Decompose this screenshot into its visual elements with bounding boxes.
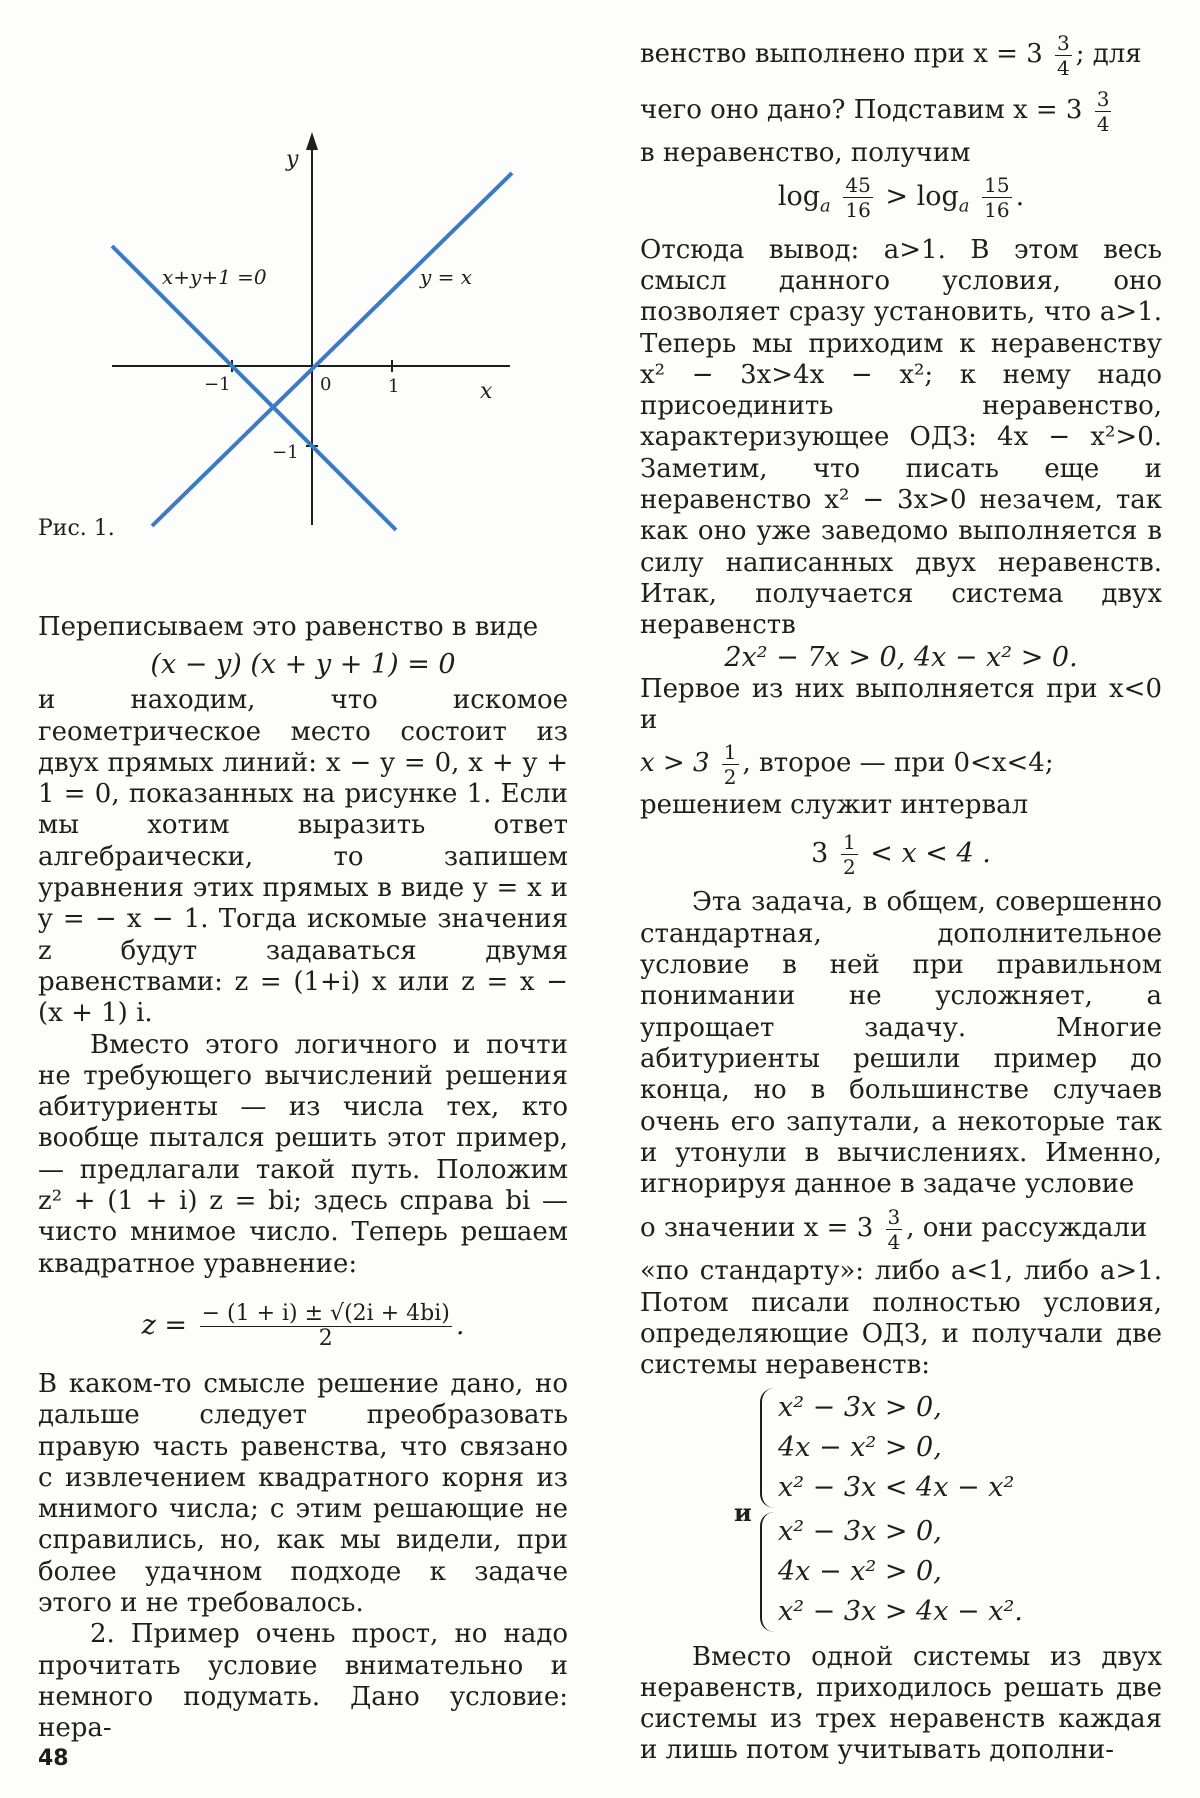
eq2-fraction	[200, 1302, 452, 1351]
y-axis-label: y	[286, 147, 299, 172]
system-2	[760, 1512, 1023, 1632]
system-1-line-2: 4x − x² > 0,	[778, 1431, 942, 1463]
right-paragraph-9: «по стандарту»: либо a<1, либо a>1. Потом писали полностью условия, определяющие ОДЗ, и получали две системы неравенств:	[640, 1256, 1162, 1381]
r4-num: 1	[723, 739, 737, 764]
int-b: < x < 4 .	[870, 838, 991, 870]
r2-fraction	[1095, 87, 1112, 136]
left-paragraph-1: Переписываем это равенство в виде	[38, 612, 539, 642]
r2-num: 3	[1096, 86, 1110, 111]
system-2-line-3: x² − 3x > 4x − x².	[778, 1595, 1023, 1627]
systems-and: и	[734, 1497, 752, 1527]
log-fraction-2	[982, 173, 1011, 222]
log-right: log	[916, 181, 959, 213]
right-paragraph-8: Эта задача, в общем, совершенно стандартная, дополнительное условие в ней при правильном понимании не усложняет, а упрощает задачу. Многие абитуриенты решили пример до конца, но в большинстве случаев очень его запутали, а некоторые так и утонули в вычислениях. Именно, игнорируя данное в задаче условие	[640, 887, 1162, 1200]
x-axis-label: x	[480, 379, 493, 404]
equation-quadratic: z = $\frac{- (1 + i) \pm √(2i + 4bi)}{2}$ .	[141, 1300, 465, 1351]
right-line-3: в неравенство, получим	[640, 138, 971, 168]
int-fraction	[841, 830, 858, 879]
log-den1: 16	[845, 198, 871, 223]
log-sub-1: a	[820, 195, 831, 217]
left-column	[38, 0, 568, 1745]
right-column	[640, 0, 1162, 1767]
r6-den: 4	[887, 1229, 901, 1254]
r1-fraction	[1055, 31, 1072, 80]
right-paragraph-10: Вместо одной системы из двух неравенств, приходилось решать две системы из трех неравенств каждая и лишь потом учитывать дополни-	[640, 1641, 1162, 1766]
r4-a: x > 3	[640, 748, 710, 779]
right-line-5: решением служит интервал	[640, 790, 1029, 821]
left-paragraph-3: Вместо этого логичного и почти не требующего вычислений решения абитуриенты — из числа тех, кто вообще пытался решить этот пример,— предлагали такой путь. Положим z² + (1 + i) z = bi; здесь справа bi — чисто мнимое число. Теперь решаем квадратное уравнение:	[38, 1029, 568, 1279]
int-num: 1	[842, 830, 856, 855]
eq2-lhs: z =	[141, 1309, 187, 1341]
log-den2: 16	[984, 198, 1010, 223]
tick-label-y-minus1: −1	[272, 442, 299, 463]
r1-num: 3	[1057, 30, 1070, 55]
r4-den: 2	[723, 764, 737, 789]
r6-num: 3	[887, 1204, 901, 1229]
left-paragraph-2: и находим, что искомое геометрическое место состоит из двух прямых линий: x − y = 0, x + y + 1 = 0, показанных на рисунке 1. Если мы хотим выразить ответ алгебраически, то запишем уравнения этих прямых в виде y = x и y = − x − 1. Тогда искомые значения z будут задаваться двумя равенствами: z = (1+i) x или z = x − (x + 1) i.	[38, 685, 568, 1029]
r1-text: венство выполнено при x = 3	[640, 39, 1043, 69]
figure-caption: Рис. 1.	[38, 516, 115, 541]
right-line-4	[640, 736, 1162, 790]
log-left: log	[777, 181, 821, 213]
solution-interval	[640, 821, 1162, 887]
system-two-inequalities: 2x² − 7x > 0, 4x − x² > 0.	[724, 641, 1078, 673]
log-num2: 15	[984, 173, 1010, 198]
right-line-2	[640, 82, 1162, 138]
eq2-denominator: 2	[318, 1325, 333, 1351]
int-a: 3	[811, 838, 829, 870]
log-inequality: $\log_a$ $\frac{45}{16}$ > $\log_a$ $\frac{15}{16}$ .	[777, 173, 1025, 223]
r6-fraction	[886, 1205, 903, 1254]
r6-b: , они рассуждали	[906, 1213, 1148, 1244]
log-sub-2: a	[958, 195, 970, 217]
int-den: 2	[842, 855, 856, 880]
page-number: 48	[38, 1746, 69, 1771]
equation-product: (x − y) (x + y + 1) = 0	[150, 649, 456, 681]
r1-tail: ; для	[1075, 39, 1142, 69]
right-paragraph-6: Отсюда вывод: a>1. В этом весь смысл данного условия, оно позволяет сразу установить, что a>1. Теперь мы приходим к неравенству x² − 3x>4x − x²; к нему надо присоединить неравенство, характеризующее ОДЗ: 4x − x²>0. Заметим, что писать еще и неравенство x² − 3x>0 незачем, так как оно уже заведомо выполняется в силу написанных двух неравенств. Итак, получается система двух неравенств	[640, 234, 1162, 641]
right-line-1	[640, 26, 1162, 82]
tick-label-zero: 0	[320, 374, 332, 395]
right-paragraph-7: Первое из них выполняется при x<0 и	[640, 673, 1162, 735]
tick-label-one: 1	[388, 376, 400, 397]
r2-text: чего оно дано? Подставим x = 3	[640, 95, 1083, 125]
left-paragraph-5: 2. Пример очень прост, но надо прочитать условие внимательно и немного подумать. Дано условие: нера-	[38, 1619, 568, 1744]
line1-label: x+y+1 =0	[162, 265, 267, 289]
system-2-line-1: x² − 3x > 0,	[778, 1515, 942, 1547]
r1-den: 4	[1057, 55, 1070, 80]
log-num1: 45	[845, 173, 871, 198]
system-1	[760, 1388, 1014, 1508]
system-1-line-1: x² − 3x > 0,	[778, 1391, 942, 1423]
left-paragraph-4: В каком-то смысле решение дано, но дальше следует преобразовать правую часть равенства, что связано с извлечением квадратного корня из мнимого числа; с этим решающие не справились, но, как мы видели, при более удачном подходе к задаче этого и не требовалось.	[38, 1368, 568, 1619]
systems-block	[640, 1388, 1162, 1632]
system-1-line-3: x² − 3x < 4x − x²	[778, 1471, 1015, 1503]
eq2-numerator: − (1 + i) ± √(2i + 4bi)	[201, 1300, 450, 1326]
log-op: >	[885, 181, 909, 213]
tick-label-x-minus1: −1	[204, 374, 231, 395]
r2-den: 4	[1096, 111, 1110, 136]
r6-a: о значении x = 3	[640, 1213, 874, 1244]
line2-label: y = x	[420, 265, 473, 289]
right-line-6	[640, 1200, 1162, 1256]
r4-b: , второе — при 0<x<4;	[742, 748, 1054, 779]
r4-fraction	[722, 740, 739, 789]
system-2-line-2: 4x − x² > 0,	[778, 1555, 942, 1587]
log-fraction-1	[843, 173, 872, 222]
